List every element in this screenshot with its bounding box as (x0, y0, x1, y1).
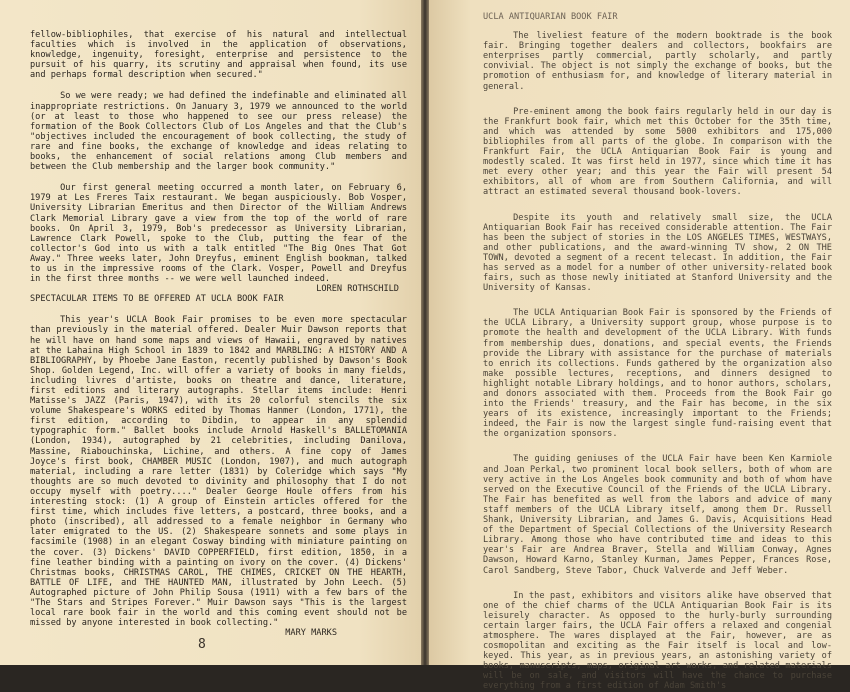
right-paragraph-3: Despite its youth and relatively small size, the UCLA Antiquarian Book Fair has received considerable attention. The Fair has been the subject of stories in the LOS ANGELES TIMES, WESTWAYS, and other publications, and the award-winning TV show, 2 ON THE TOWN, devoted a segment of a recent telecast. In addition, the Fair has served as a model for a number of other university-related book fairs, such as those newly initiated at Stanford University and the University of Kansas. (483, 212, 832, 294)
section-heading: SPECTACULAR ITEMS TO BE OFFERED AT UCLA BOOK FAIR (30, 294, 284, 305)
left-paragraph-3: Our first general meeting occurred a month later, on February 6, 1979 at Les Freres Taix restaurant. We began auspiciously. Bob Vosper, University Librarian Emeritus and then Director of the William Andrews Clark Memorial Library gave a view from the top of the world of rare books. On April 3, 1979, Bob's predecessor as University Librarian, Lawrence Clark Powell, spoke to the Club, putting the fear of the collector's God into us with a talk entitled "The Big Ones That Got Away." Three weeks later, John Dreyfus, eminent English bookman, talked to us in the impressive rooms of the Clark. Vosper, Powell and Dreyfus in the first three months -- we were well launched indeed. (30, 183, 407, 285)
left-paragraph-4: This year's UCLA Book Fair promises to be even more spectacular than previously in the material offered. Dealer Muir Dawson reports that he will have on hand some maps and views of Hawaii, engraved by natives at the Lahaina High School in 1839 to 1842 and MARBLING: A HISTORY AND A BIBLIOGRAPHY, by Phoebe Jane Easton, recently published by Dawson's Book Shop. Golden Legend, Inc. will offer a variety of books in many fields, including livres d'artiste, books on theatre and dance, literature, first editions and literary autographs. Stellar items include: Henri Matisse's JAZZ (Paris, 1947), with its 20 colorful stencils the six volume Shakespeare's WORKS edited by Thomas Hanmer (London, 1771), the first edition, according to Dibdin, to appear in any splendid typographic form." Ballet books include Arnold Haskell's BALLETOMANIA (London, 1934), autographed by 21 celebrities, including Danilova, Massine, Riabouchinska, Lichine, and others. A fine copy of James Joyce's first book, CHAMBER MUSIC (London, 1907), and much autograph material, including a rare letter (1831) by Coleridge which says "My thoughts are so much devoted to divinity and philosophy that I do not occupy myself with poetry...." Dealer George Houle offers from his interesting stock: (1) A group of Einstein articles offered for the first time, which includes five letters, a postcard, three books, and a photo (inscribed), all addressed to a female neighbor in Germany who later emigrated to the US. (2) Shakespeare sonnets and some plays in facsimile (1908) in an elegant Cosway binding with miniature painting on the cover. (3) Dickens' DAVID COPPERFIELD, first edition, 1850, in a fine leather binding with a painting on ivory on the cover. (4) Dickens' Christmas books, CHRISTMAS CAROL, THE CHIMES, CRICKET ON THE HEARTH, BATTLE OF LIFE, and THE HAUNTED MAN, illustrated by John Leech. (5) Autographed picture of John Philip Sousa (1911) with a few bars of the "The Stars and Stripes Forever." Muir Dawson says "This is the largest local rare book fair in the world and this coming event should not be missed by anyone interested in book collecting." (30, 315, 407, 629)
page-number: 8 (198, 637, 206, 652)
right-paragraph-6: In the past, exhibitors and visitors alike have observed that one of the chief charms of the UCLA Antiquarian Book Fair is its leisurely character. As opposed to the hurly-burly surrounding certain larger fairs, the UCLA Fair offers a relaxed and congenial atmosphere. The wares displayed at the Fair, however, are as cosmopolitan and exciting as the Fair itself is local and low-keyed. This year, as in previous years, an astonishing variety of books, manuscripts, maps, original art works, and related materials will be on sale, and visitors will have the chance to purchase everything from a first edition of Adam Smith's (483, 590, 832, 692)
right-paragraph-5: The guiding geniuses of the UCLA Fair have been Ken Karmiole and Joan Perkal, two prominent local book sellers, both of whom are very active in the Los Angeles book community and both of whom have served on the Executive Council of the Friends of the UCLA Library. The Fair has benefited as well from the labors and advice of many staff members of the UCLA Library itself, among them Dr. Russell Shank, University Librarian, and James G. Davis, Acquisitions Head of the Department of Special Collections of the University Research Library. Among those who have contributed time and ideas to this year's Fair are Andrea Braver, Stella and William Conway, Agnes Dawson, Howard Karno, Stanley Kurman, James Pepper, Frances Rose, Carol Sandberg, Steve Tabor, Chuck Valverde and Jeff Weber. (483, 454, 832, 576)
signature-mary-marks: MARY MARKS (285, 628, 337, 639)
right-paragraph-4: The UCLA Antiquarian Book Fair is sponsored by the Friends of the UCLA Library, a University support group, whose purpose is to promote the health and development of the UCLA Library. With funds from membership dues, donations, and special events, the Friends provide the Library with assistance for the purchase of materials to enrich its collections. Funds gathered by the organization also make possible lectures, receptions, and dinners designed to highlight notable Library holdings, and to honor authors, scholars, and donors associated with them. Proceeds from the Book Fair go into the Friends' treasury, and the Fair has become, in the six years of its existence, increasingly important to the Friends; indeed, the Fair is now the largest single fund-raising event that the organization sponsors. (483, 308, 832, 440)
right-paragraph-2: Pre-eminent among the book fairs regularly held in our day is the Frankfurt book fair, which met this October for the 35th time, and which was attended by some 5000 exhibitors and 175,000 bibliophiles from all parts of the globe. In comparison with the Frankfurt Fair, the UCLA Antiquarian Book Fair is young and modestly scaled. It was first held in 1977, since which time it has met every other year; and this year the Fair will present 54 exhibitors, all of whom are from Southern California, and will attract an estimated several thousand book-lovers. (483, 106, 832, 198)
book-gutter (421, 0, 429, 665)
right-paragraph-1: The liveliest feature of the modern booktrade is the book fair. Bringing together dealers and collectors, bookfairs are enterprises partly commercial, partly scholarly, and partly convivial. The object is not simply the exchange of books, but the promotion of enthusiasm for, and knowledge of literary material in general. (483, 31, 832, 92)
left-page (0, 0, 421, 665)
signature-loren-rothschild: LOREN ROTHSCHILD (316, 284, 399, 295)
right-page (429, 0, 850, 692)
left-paragraph-1: fellow-bibliophiles, that exercise of his natural and intellectual faculties which is involved in the application of observations, knowledge, ingenuity, foresight, enterprise and persistence to the pursuit of his quarry, its scrutiny and appraisal when found, its use and perhaps formal description when secured." (30, 30, 407, 81)
left-paragraph-2: So we were ready; we had defined the indefinable and eliminated all inappropriate restrictions. On January 3, 1979 we announced to the world (or at least to those who happened to see our press release) the formation of the Book Collectors Club of Los Angeles and that the Club's "objectives included the encouragement of book collecting, the study of rare and fine books, the exchange of knowledge and ideas relating to books, the enhancement of social relations among Club members and between the Club membership and the larger book community." (30, 91, 407, 173)
running-head: UCLA ANTIQUARIAN BOOK FAIR (483, 12, 618, 22)
